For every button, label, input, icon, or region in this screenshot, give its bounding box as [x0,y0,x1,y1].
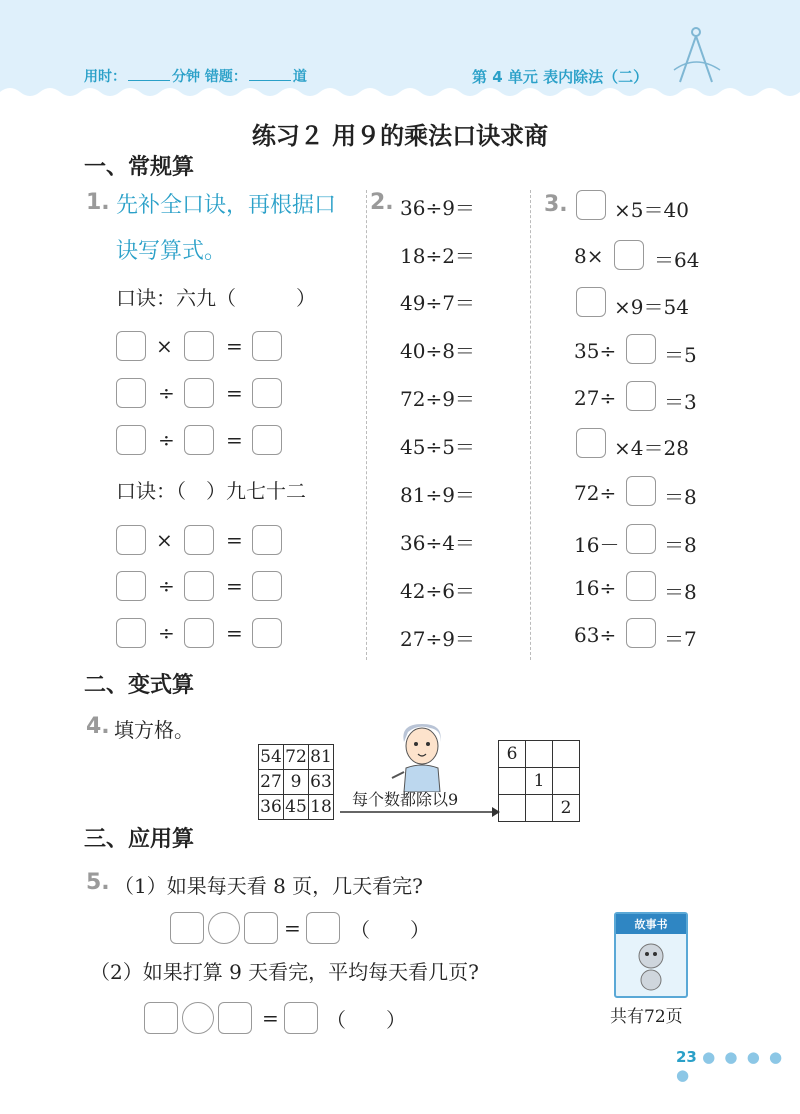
answer-box[interactable] [614,240,644,270]
grid-cell: 63 [309,770,334,795]
q3-item-post: ＝5 [664,343,697,367]
answer-box[interactable] [252,331,282,361]
grid-cell: 27 [259,770,284,795]
grid-cell: 45 [284,795,309,820]
answer-box[interactable] [116,378,146,408]
book-title: 故事书 [616,914,686,934]
q1-prompt-line1: 先补全口诀，再根据口 [116,193,337,218]
grid-cell-blank[interactable] [499,768,526,795]
answer-box[interactable] [626,571,656,601]
q5-part1: （1）如果每天看 8 页，几天看完? [114,874,423,898]
q3-item-pre: 8× [574,244,604,268]
grid-cell: 9 [284,770,309,795]
op-div: ÷ [158,381,175,405]
q3-item-post: ＝64 [654,248,700,272]
q2-item: 45÷5＝ [400,435,475,459]
storybook-illustration [614,912,688,998]
q1-number: 1. [86,190,110,215]
q2-item: 40÷8＝ [400,339,475,363]
op-eq: = [226,574,243,598]
answer-box[interactable] [576,287,606,317]
op-eq: = [284,916,301,940]
answer-box[interactable] [170,912,204,944]
q4-number: 4. [86,714,110,739]
answer-box[interactable] [252,425,282,455]
answer-box[interactable] [626,476,656,506]
answer-box[interactable] [116,425,146,455]
op-eq: = [226,381,243,405]
q3-item-pre: 72÷ [574,481,617,505]
op-eq: = [262,1006,279,1030]
q2-item: 42÷6＝ [400,579,475,603]
q2-item: 49÷7＝ [400,291,475,315]
op-eq: = [226,334,243,358]
monkey-icon [616,934,686,994]
grid-cell: 72 [284,745,309,770]
page-number-text: 23 [676,1048,697,1066]
q2-number: 2. [370,190,394,215]
grid-cell: 36 [259,795,284,820]
answer-box[interactable] [184,331,214,361]
minutes-label: 分钟 [172,69,200,85]
q3-item-pre: 27÷ [574,386,617,410]
q2-item: 36÷4＝ [400,531,475,555]
grid-cell: 6 [499,741,526,768]
q1-prompt-line2: 诀写算式。 [116,239,227,264]
answer-box[interactable] [184,425,214,455]
grid-cell-blank[interactable] [499,795,526,822]
op-div: ÷ [158,621,175,645]
section-3-heading: 三、应用算 [84,827,195,852]
q1-rhyme2: 口诀：（ ）九七十二 [116,479,306,503]
answer-box[interactable] [306,912,340,944]
q3-item-post: ＝3 [664,390,697,414]
q3-item-post: ×9＝54 [614,295,689,319]
section-2-heading: 二、变式算 [84,673,195,698]
unit-paren: （ ） [350,918,430,942]
op-div: ÷ [158,574,175,598]
q5-part2: （2）如果打算 9 天看完，平均每天看几页? [90,960,479,984]
errors-blank[interactable] [249,80,291,81]
page-title: 练习２ 用９的乘法口诀求商 [251,122,549,150]
target-grid [498,740,580,822]
answer-box[interactable] [218,1002,252,1034]
answer-box[interactable] [244,912,278,944]
page-number [676,1048,800,1084]
grid-cell-blank[interactable] [553,741,580,768]
grid-cell-blank[interactable] [526,741,553,768]
answer-box[interactable] [626,618,656,648]
compass-icon [668,24,728,88]
answer-box[interactable] [252,571,282,601]
answer-box[interactable] [576,428,606,458]
answer-box[interactable] [116,331,146,361]
time-blank[interactable] [128,80,170,81]
answer-box[interactable] [184,618,214,648]
operator-circle[interactable] [208,912,240,944]
answer-box[interactable] [576,190,606,220]
answer-box[interactable] [284,1002,318,1034]
time-label: 用时： [84,69,126,85]
boy-teacher-illustration [390,720,454,792]
answer-box[interactable] [252,378,282,408]
decorative-dots: ● ● ● ● ● [676,1048,785,1084]
op-eq: = [226,428,243,452]
source-grid [258,744,334,820]
answer-box[interactable] [252,618,282,648]
answer-box[interactable] [116,618,146,648]
q2-item: 81÷9＝ [400,483,475,507]
answer-box[interactable] [144,1002,178,1034]
q3-item-pre: 16÷ [574,576,617,600]
column-divider [366,190,367,660]
q3-item-post: ×4＝28 [614,436,689,460]
answer-box[interactable] [626,334,656,364]
answer-box[interactable] [116,571,146,601]
column-divider [530,190,531,660]
q3-item-post: ＝8 [664,533,697,557]
operator-circle[interactable] [182,1002,214,1034]
q5-number: 5. [86,870,110,895]
q3-item-post: ＝8 [664,485,697,509]
q3-item-pre: 16－ [574,533,620,557]
q3-number: 3. [544,192,568,217]
errors-label: 错题： [204,69,247,85]
op-div: ÷ [158,428,175,452]
grid-cell-blank[interactable] [526,795,553,822]
time-error-fields [84,66,307,86]
q3-item-post: ×5＝40 [614,198,689,222]
grid-cell: 1 [526,768,553,795]
q2-item: 18÷2＝ [400,244,475,268]
q1-rhyme1: 口诀：六九（ ） [116,286,316,310]
op-eq: = [226,528,243,552]
answer-box[interactable] [184,571,214,601]
answer-box[interactable] [626,524,656,554]
q2-item: 72÷9＝ [400,387,475,411]
grid-cell: 81 [309,745,334,770]
unit-paren: （ ） [326,1008,406,1032]
answer-box[interactable] [252,525,282,555]
grid-cell-blank[interactable] [553,768,580,795]
answer-box[interactable] [116,525,146,555]
q3-item-pre: 35÷ [574,339,617,363]
answer-box[interactable] [626,381,656,411]
grid-cell: 18 [309,795,334,820]
q2-item: 36÷9＝ [400,196,475,220]
book-caption: 共有72页 [610,1007,683,1027]
q3-item-post: ＝7 [664,627,697,651]
section-1-heading: 一、常规算 [84,155,195,180]
q2-item: 27÷9＝ [400,627,475,651]
arrow-label: 每个数都除以9 [352,790,459,809]
answer-box[interactable] [184,378,214,408]
q3-item-post: ＝8 [664,580,697,604]
grid-cell: 2 [553,795,580,822]
q4-prompt: 填方格。 [114,718,194,742]
op-times: × [156,528,173,552]
op-times: × [156,334,173,358]
answer-box[interactable] [184,525,214,555]
grid-cell: 54 [259,745,284,770]
unit-label: 第 4 单元 表内除法（二） [472,68,649,86]
op-eq: = [226,621,243,645]
count-label: 道 [292,69,307,85]
q3-item-pre: 63÷ [574,623,617,647]
